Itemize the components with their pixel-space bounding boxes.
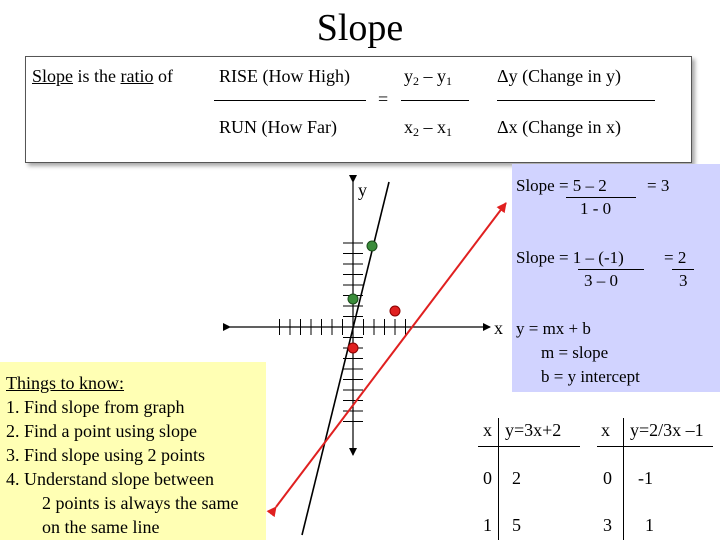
list-item: 3. Find slope using 2 points bbox=[6, 445, 206, 465]
example-2-fraction-bar bbox=[578, 269, 644, 270]
green-point bbox=[367, 241, 377, 251]
red-point bbox=[348, 343, 358, 353]
things-to-know-list bbox=[6, 371, 238, 539]
table-1-header-rule bbox=[478, 446, 580, 447]
slope-example-2: Slope = 1 – (-1) bbox=[516, 248, 624, 267]
example-1-fraction-bar bbox=[566, 197, 636, 198]
table-1-header-y: y=3x+2 bbox=[505, 420, 562, 440]
intro-end: of bbox=[153, 66, 174, 86]
slope-example-1-denominator: 1 - 0 bbox=[580, 199, 612, 218]
equals-sign: = bbox=[378, 89, 389, 109]
m-definition: m = slope bbox=[541, 343, 609, 362]
table-2-header-y: y=2/3x –1 bbox=[630, 420, 704, 440]
list-item-continuation: 2 points is always the same bbox=[42, 493, 239, 513]
green-point bbox=[348, 294, 358, 304]
table-2-header-rule bbox=[597, 446, 713, 447]
delta-y-label: Δy (Change in y) bbox=[497, 66, 622, 86]
list-item: 2. Find a point using slope bbox=[6, 421, 198, 441]
y-difference: $y_2 - y_1$ bbox=[404, 66, 452, 88]
list-item: 1. Find slope from graph bbox=[6, 397, 185, 417]
slope-example-2-denominator: 3 – 0 bbox=[584, 271, 618, 290]
x-difference: $x_2 - x_1$ bbox=[404, 117, 452, 139]
table-1-cell: 5 bbox=[512, 515, 521, 535]
table-1-cell: 2 bbox=[512, 468, 521, 488]
page-title: Slope bbox=[316, 7, 404, 49]
slope-example-1-result: = 3 bbox=[647, 176, 670, 195]
table-1-cell: 0 bbox=[483, 468, 492, 488]
steep-line bbox=[302, 182, 389, 535]
list-item: 4. Understand slope between bbox=[6, 469, 214, 489]
slope-example-2-result: = 2 bbox=[664, 248, 687, 267]
slope-example-2-result-bottom: 3 bbox=[679, 271, 688, 290]
b-definition: b = y intercept bbox=[541, 367, 640, 386]
x-axis-label: x bbox=[494, 318, 503, 338]
delta-x-label: Δx (Change in x) bbox=[497, 117, 622, 137]
table-2-cell: 1 bbox=[645, 515, 654, 535]
table-2-cell: -1 bbox=[638, 468, 653, 488]
table-2-cell: 0 bbox=[603, 468, 612, 488]
slope-intercept-equation: y = mx + b bbox=[516, 319, 591, 338]
table-2-divider bbox=[623, 418, 624, 540]
table-1-divider bbox=[498, 418, 499, 540]
red-point bbox=[390, 306, 400, 316]
run-label: RUN (How Far) bbox=[219, 117, 337, 137]
table-2-cell: 3 bbox=[603, 515, 612, 535]
table-2-header-x: x bbox=[601, 420, 610, 440]
slope-example-1: Slope = 5 – 2 bbox=[516, 176, 607, 195]
y-axis-label: y bbox=[358, 180, 367, 200]
table-1-header-x: x bbox=[483, 420, 492, 440]
example-2-result-bar bbox=[672, 269, 694, 270]
ratio-word: ratio bbox=[120, 66, 154, 86]
things-to-know-heading: Things to know: bbox=[6, 373, 125, 393]
intro-mid: is the bbox=[73, 66, 121, 86]
table-1-cell: 1 bbox=[483, 515, 492, 535]
list-item-continuation: on the same line bbox=[42, 517, 160, 537]
slope-word: Slope bbox=[32, 66, 74, 86]
axis-ticks bbox=[280, 243, 406, 422]
red-line bbox=[276, 203, 506, 507]
rise-label: RISE (How High) bbox=[219, 66, 350, 86]
